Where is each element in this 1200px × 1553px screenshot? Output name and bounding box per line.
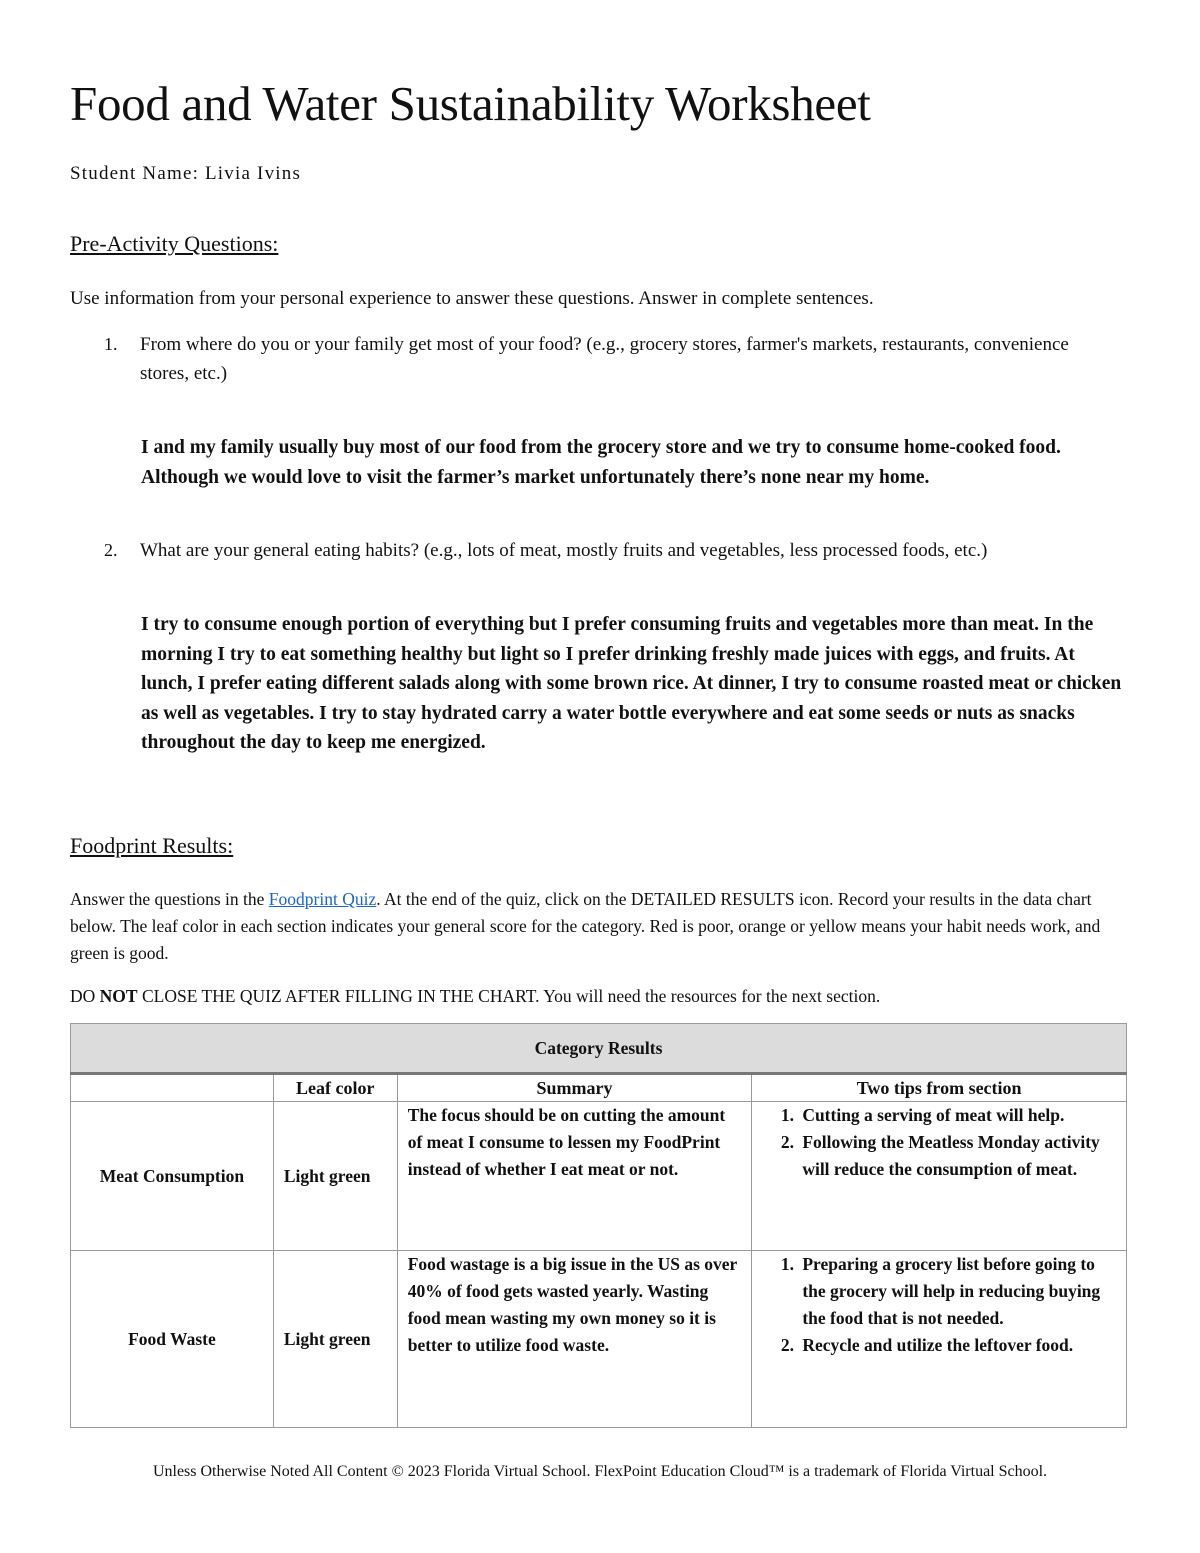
- foodprint-heading: Foodprint Results:: [70, 833, 234, 858]
- pre-activity-intro: Use information from your personal experience to answer these questions. Answer in complete sentences.: [70, 288, 874, 309]
- question-1: [104, 330, 1090, 388]
- header-tips: Two tips from section: [752, 1074, 1127, 1102]
- category-cell: Meat Consumption: [71, 1102, 274, 1251]
- header-summary: Summary: [397, 1074, 752, 1102]
- leaf-color-cell: Light green: [273, 1102, 397, 1251]
- table-header-row: [71, 1074, 1127, 1102]
- tip-item: 1. Cutting a serving of meat will help.: [798, 1102, 1116, 1129]
- answer-1: I and my family usually buy most of our food from the grocery store and we try to consume home-cooked food. Although we would love to visit the farmer’s market unfortunately there’s none near my home.: [141, 437, 1061, 488]
- page-title: Food and Water Sustainability Worksheet: [70, 76, 871, 131]
- note-emphasis: NOT: [99, 986, 138, 1006]
- tip-item: 1. Preparing a grocery list before going to the grocery will help in reducing buying the food that is not needed.: [798, 1251, 1116, 1332]
- question-text: From where do you or your family get most of your food? (e.g., grocery stores, farmer's markets, restaurants, convenience stores, etc.): [140, 334, 1069, 384]
- summary-cell: The focus should be on cutting the amount of meat I consume to lessen my FoodPrint instead of whether I eat meat or not.: [397, 1102, 752, 1251]
- tips-cell: [752, 1102, 1127, 1251]
- tip-item: 2. Following the Meatless Monday activity will reduce the consumption of meat.: [798, 1129, 1116, 1183]
- question-text: What are your general eating habits? (e.g., lots of meat, mostly fruits and vegetables, less processed foods, etc.): [140, 540, 988, 561]
- table-caption: Category Results: [71, 1024, 1127, 1074]
- pre-activity-heading: Pre-Activity Questions:: [70, 231, 279, 256]
- instructions-text: Answer the questions in the: [70, 889, 269, 909]
- instructions-text: . At the end of the quiz, click on the DETAILED RESULTS icon. Record your results in the data chart below. The leaf color in each section indicates your general score for the category. Red is poor, orange or yellow means your habit needs work, and green is good.: [70, 889, 1101, 963]
- note-text: DO: [70, 986, 100, 1006]
- note-text: CLOSE THE QUIZ AFTER FILLING IN THE CHART. You will need the resources for the next section.: [137, 986, 881, 1006]
- question-number: 2.: [104, 540, 118, 560]
- foodprint-quiz-link[interactable]: Foodprint Quiz: [268, 889, 377, 909]
- header-leaf-color: Leaf color: [273, 1074, 397, 1102]
- category-results-table: [70, 1023, 1127, 1428]
- copyright-footer: Unless Otherwise Noted All Content © 2023 Florida Virtual School. FlexPoint Education Cloud™ is a trademark of Florida Virtual School.: [152, 1463, 1048, 1480]
- do-not-close-note: [70, 983, 880, 1009]
- answer-2: I try to consume enough portion of everything but I prefer consuming fruits and vegetables more than meat. In the morning I try to eat something healthy but light so I prefer drinking freshly made juices with eggs, and fruits. At lunch, I prefer eating different salads along with some brown rice. At dinner, I try to consume roasted meat or chicken as well as vegetables. I try to stay hydrated carry a water bottle everywhere and eat some seeds or nuts as snacks throughout the day to keep me energized.: [141, 614, 1122, 753]
- header-category: [71, 1074, 274, 1102]
- table-row: [71, 1251, 1127, 1428]
- category-cell: Food Waste: [71, 1251, 274, 1428]
- table-row: [71, 1102, 1127, 1251]
- summary-cell: Food wastage is a big issue in the US as over 40% of food gets wasted yearly. Wasting food mean wasting my own money so it is better to utilize food waste.: [397, 1251, 752, 1428]
- question-number: 1.: [104, 334, 118, 354]
- foodprint-instructions: [70, 886, 1140, 967]
- leaf-color-cell: Light green: [273, 1251, 397, 1428]
- tips-list: [758, 1251, 1116, 1359]
- tips-cell: [752, 1251, 1127, 1428]
- student-name: Student Name: Livia Ivins: [70, 163, 302, 184]
- tips-list: [758, 1102, 1116, 1183]
- question-2: [104, 536, 1090, 565]
- tip-item: 2. Recycle and utilize the leftover food.: [798, 1332, 1116, 1359]
